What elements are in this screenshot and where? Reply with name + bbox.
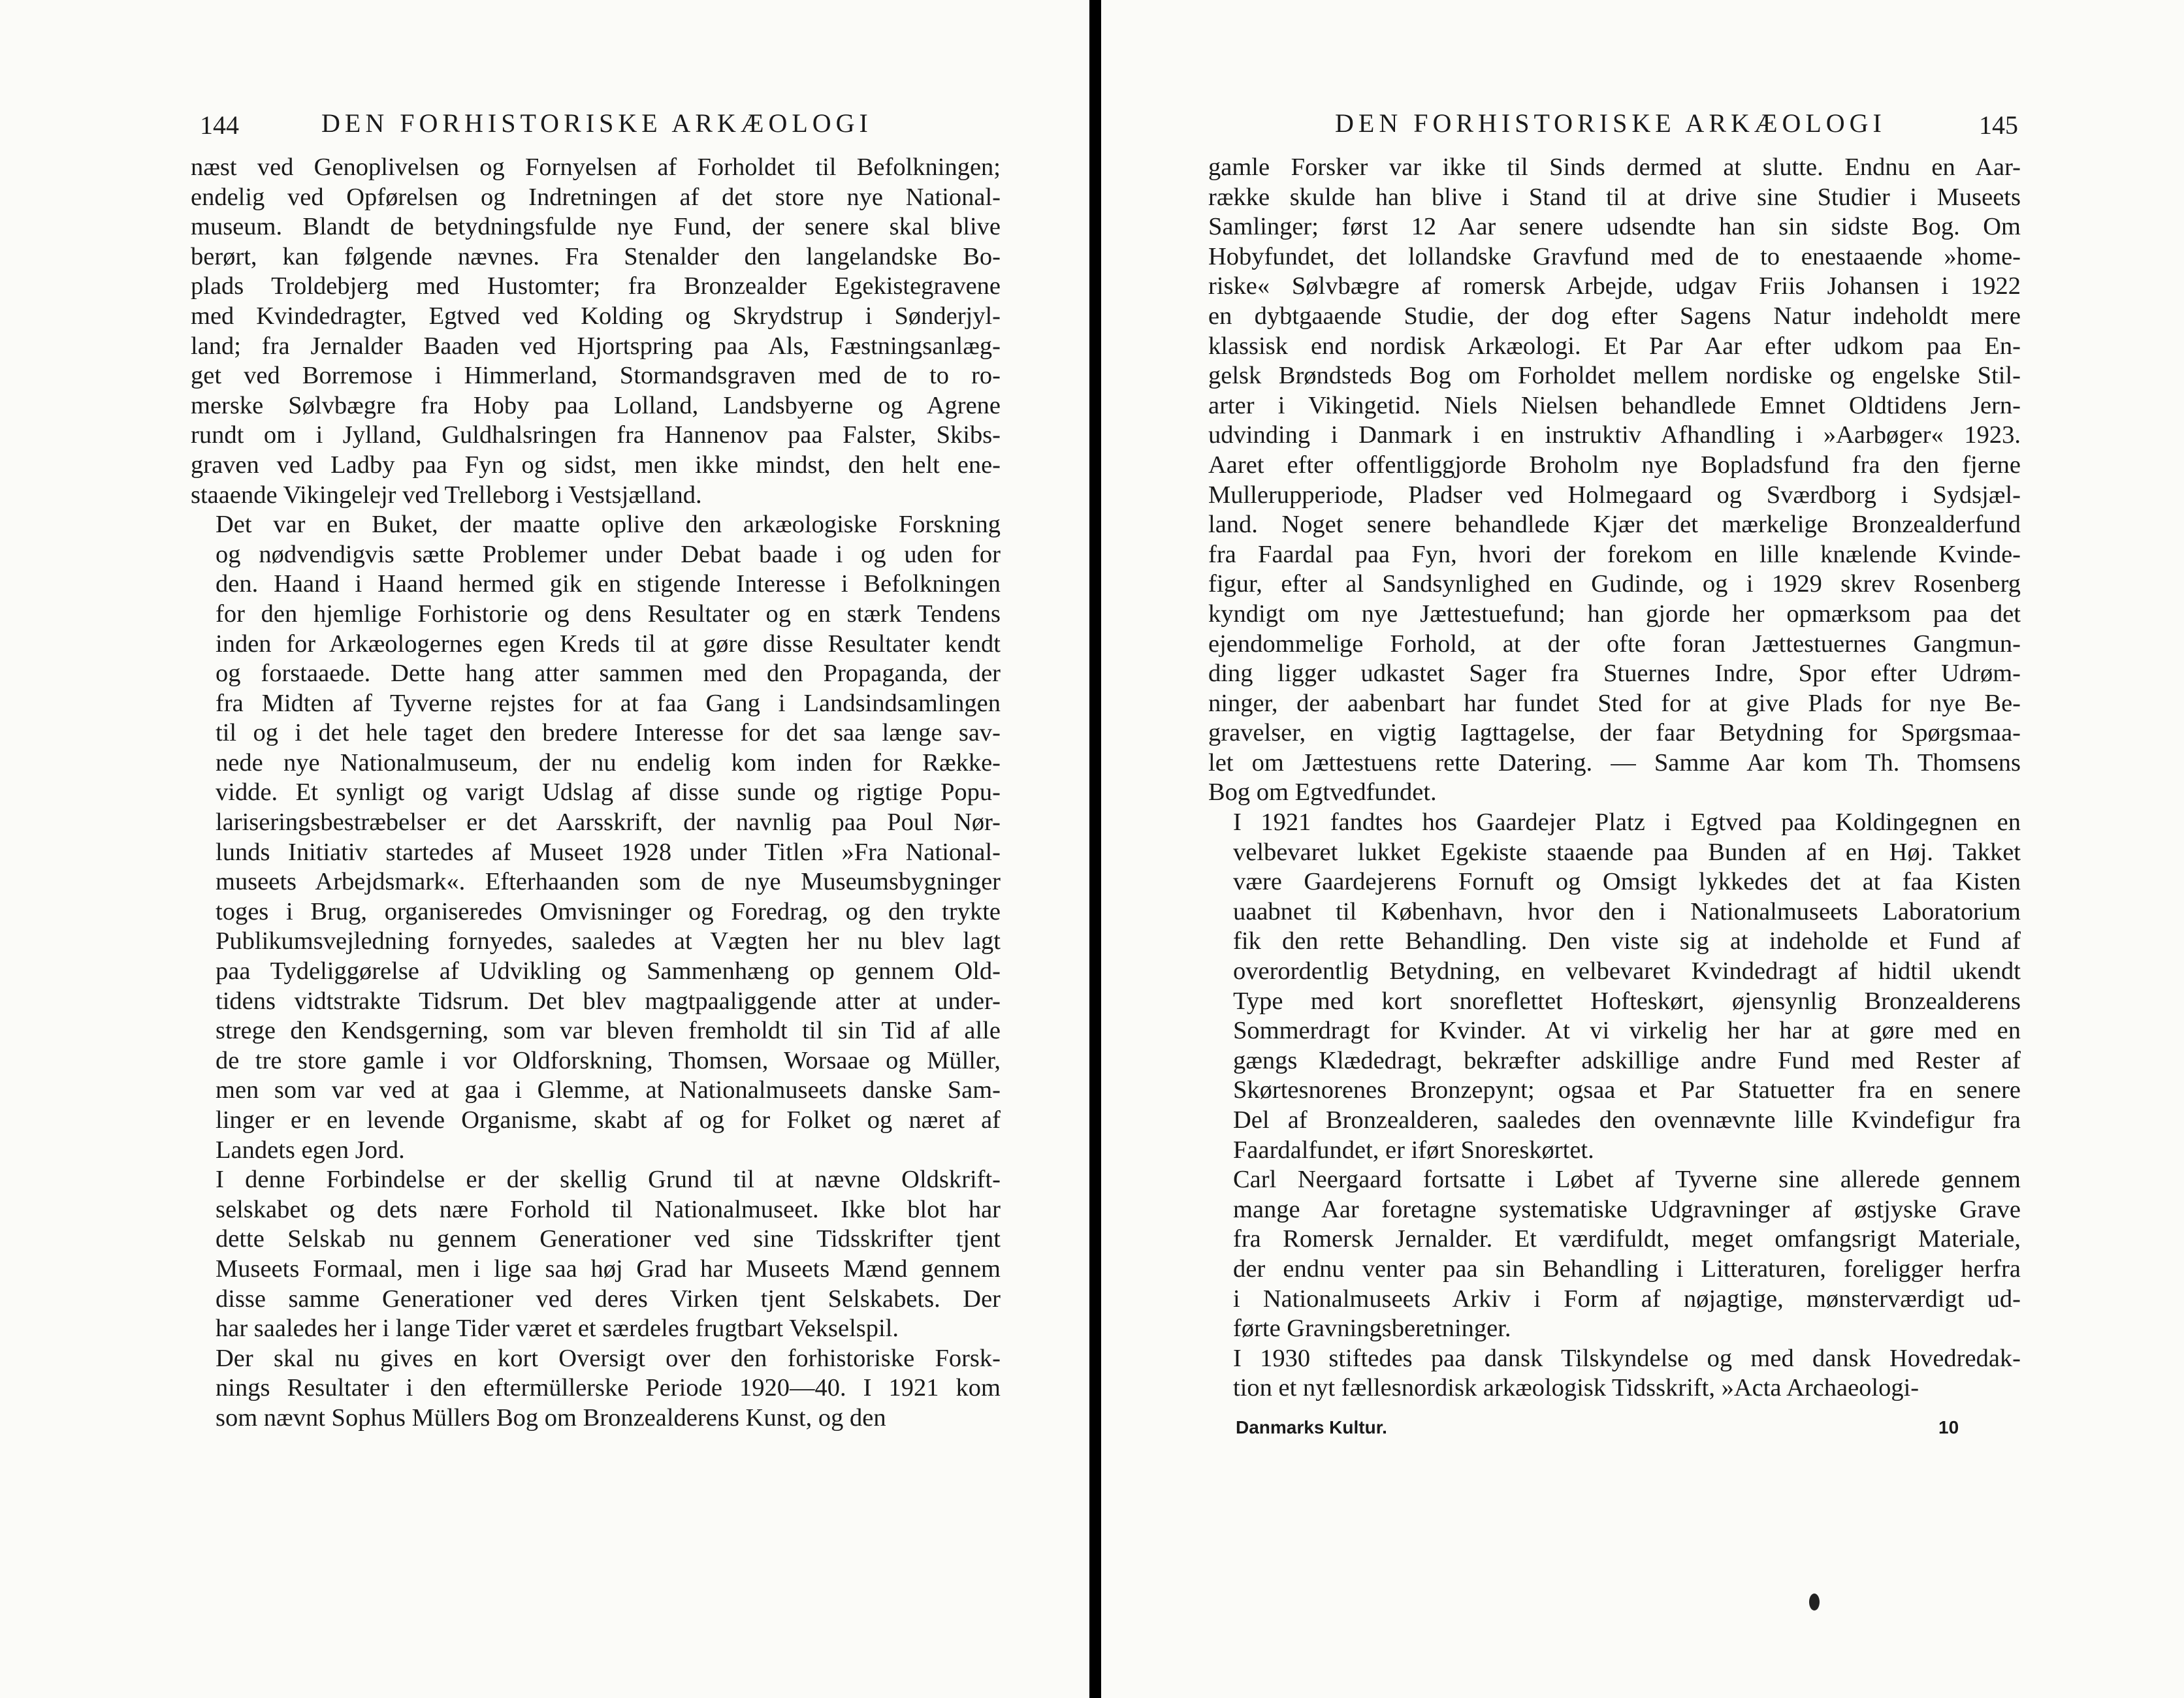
paragraph (191, 510, 1001, 1165)
text-line: plads Troldebjerg med Hustomter; fra Bronzealder Egekistegravene (191, 272, 1001, 300)
text-line: fik den rette Behandling. Den viste sig at indeholde et Fund af (1233, 927, 2021, 955)
text-line: merske Sølvbægre fra Hoby paa Lolland, Landsbyerne og Agrene (191, 391, 1001, 419)
text-line: strege den Kendsgerning, som var bleven fremholdt til sin Tid af alle (216, 1017, 1001, 1045)
text-line: paa Tydeliggørelse af Udvikling og Sammenhæng op gennem Old- (216, 957, 1001, 985)
signature-number: 10 (1938, 1417, 1959, 1437)
text-line: for den hjemlige Forhistorie og dens Resultater og en stærk Tendens (216, 600, 1001, 628)
text-line: figur, efter al Sandsynlighed en Gudinde, og i 1929 skrev Rosenberg (1208, 570, 2021, 598)
text-line: I 1930 stiftedes paa dansk Tilskyndelse og med dansk Hovedredak- (1233, 1344, 2021, 1372)
text-line: Det var en Buket, der maatte oplive den arkæologiske Forskning (216, 511, 1001, 539)
text-line: som nævnt Sophus Müllers Bog om Bronzealderens Kunst, og den (216, 1403, 886, 1432)
text-line: i Nationalmuseets Arkiv i Form af nøjagtige, mønsterværdigt ud- (1233, 1285, 2021, 1313)
text-line: tidens vidtstrakte Tidsrum. Det blev magtpaaliggende atter at under- (216, 987, 1001, 1015)
paragraph (191, 153, 1001, 510)
text-line: nings Resultater i den eftermüllerske Periode 1920—40. I 1921 kom (216, 1374, 1001, 1402)
text-line: med Kvindedragter, Egtved ved Kolding og Skrydstrup i Sønderjyl- (191, 302, 1001, 330)
text-line: museets Arbejdsmark«. Efterhaanden som de nye Museumsbygninger (216, 868, 1001, 896)
text-line: graven ved Ladby paa Fyn og sidst, men ikke mindst, den helt ene- (191, 451, 1001, 479)
text-line: linger er en levende Organisme, skabt af og for Folket og næret af (216, 1106, 1001, 1134)
text-line: har saaledes her i lange Tider været et særdeles frugtbart Vekselspil. (216, 1315, 899, 1343)
text-line: der endnu venter paa sin Behandling i Litteraturen, foreligger herfra (1233, 1255, 2021, 1283)
text-line: Der skal nu gives en kort Oversigt over den forhistoriske Forsk- (216, 1344, 1001, 1372)
text-line: Sommerdragt for Kvinder. At vi virkelig her har at gøre med en (1233, 1017, 2021, 1045)
text-line: let om Jættestuens rette Datering. — Samme Aar kom Th. Thomsens (1208, 748, 2021, 777)
left-page (0, 0, 1089, 1698)
paragraph (1208, 808, 2021, 1165)
text-line: Aaret efter offentliggjorde Broholm nye Bopladsfund fra den fjerne (1208, 451, 2021, 479)
paragraph (1208, 1344, 2021, 1403)
text-line: arter i Vikingetid. Niels Nielsen behandlede Emnet Oldtidens Jern- (1208, 391, 2021, 419)
text-line: ding ligger udkastet Sager fra Stuernes Indre, Spor efter Udrøm- (1208, 660, 2021, 688)
text-line: gelsk Brøndsteds Bog om Forholdet mellem nordiske og engelske Stil- (1208, 362, 2021, 390)
text-line: uaabnet til København, hvor den i Nationalmuseets Laboratorium (1233, 897, 2021, 925)
running-head: DEN FORHISTORISKE ARKÆOLOGI (321, 108, 873, 138)
text-line: og nødvendigvis sætte Problemer under Debat baade i og uden for (216, 540, 1001, 568)
text-line: kyndigt om nye Jættestuefund; han gjorde her opmærksom paa det (1208, 600, 2021, 628)
text-line: Type med kort snoreflettet Hofteskørt, øjensynlig Bronzealderens (1233, 987, 2021, 1015)
text-line: Mullerupperiode, Pladser ved Holmegaard og Sværdborg i Sydsjæl- (1208, 481, 2021, 509)
text-line: Del af Bronzealderen, saaledes den ovennævnte lille Kvindefigur fra (1233, 1106, 2021, 1134)
body-text (191, 153, 1001, 1434)
text-line: fra Romersk Jernalder. Et værdifuldt, meget omfangsrigt Materiale, (1233, 1225, 2021, 1253)
text-line: endelig ved Opførelsen og Indretningen af det store nye National- (191, 183, 1001, 211)
text-line: Skørtesnorenes Bronzepynt; ogsaa et Par Statuetter fra en senere (1233, 1076, 2021, 1104)
text-line: førte Gravningsberetninger. (1233, 1315, 1511, 1343)
text-line: fra Faardal paa Fyn, hvori der forekom en lille knælende Kvinde- (1208, 540, 2021, 568)
text-line: land. Noget senere behandlede Kjær det mærkelige Bronzealderfund (1208, 511, 2021, 539)
ink-blot (1809, 1594, 1820, 1610)
text-line: lariseringsbestræbelser er det Aarsskrift, der navnlig paa Poul Nør- (216, 809, 1001, 837)
page-number: 145 (1979, 110, 2018, 140)
text-line: museum. Blandt de betydningsfulde nye Fund, der senere skal blive (191, 213, 1001, 241)
text-line: være Gaardejerens Fornuft og Omsigt lykkedes det at faa Kisten (1233, 868, 2021, 896)
text-line: inden for Arkæologernes egen Kreds til at gøre disse Resultater kendt (216, 630, 1001, 658)
text-line: Faardalfundet, er iført Snoreskørtet. (1233, 1136, 1594, 1164)
text-line: Landets egen Jord. (216, 1136, 405, 1164)
text-line: berørt, kan følgende nævnes. Fra Stenalder den langelandske Bo- (191, 242, 1001, 270)
text-line: klassisk end nordisk Arkæologi. Et Par Aar efter udkom paa En- (1208, 332, 2021, 360)
text-line: disse samme Generationer ved deres Virken tjent Selskabets. Der (216, 1285, 1001, 1313)
text-line: en dybtgaaende Studie, der dog efter Sagens Natur indeholdt mere (1208, 302, 2021, 330)
running-head: DEN FORHISTORISKE ARKÆOLOGI (1335, 108, 1886, 138)
page-number: 144 (200, 110, 239, 140)
text-line: næst ved Genoplivelsen og Fornyelsen af Forholdet til Befolkningen; (191, 153, 1001, 181)
text-line: riske« Sølvbægre af romersk Arbejde, udgav Friis Johansen i 1922 (1208, 272, 2021, 300)
text-line: staaende Vikingelejr ved Trelleborg i Vestsjælland. (191, 481, 702, 509)
text-line: udvinding i Danmark i en instruktiv Afhandling i »Aarbøger« 1923. (1208, 421, 2021, 449)
text-line: Carl Neergaard fortsatte i Løbet af Tyverne sine allerede gennem (1233, 1166, 2021, 1194)
text-line: I denne Forbindelse er der skellig Grund til at nævne Oldskrift- (216, 1166, 1001, 1194)
text-line: de tre store gamle i vor Oldforskning, Thomsen, Worsaae og Müller, (216, 1046, 1001, 1074)
paragraph (191, 1344, 1001, 1434)
text-line: toges i Brug, organiseredes Omvisninger og Foredrag, og den trykte (216, 897, 1001, 925)
text-line: ninger, der aabenbart har fundet Sted for at give Plads for nye Be- (1208, 689, 2021, 717)
text-line: til og i det hele taget den bredere Interesse for det saa længe sav- (216, 719, 1001, 747)
text-line: Samlinger; først 12 Aar senere udsendte han sin sidste Bog. Om (1208, 213, 2021, 241)
text-line: Museets Formaal, men i lige saa høj Grad har Museets Mænd gennem (216, 1255, 1001, 1283)
text-line: vidde. Et synligt og varigt Udslag af disse sunde og rigtige Popu- (216, 778, 1001, 807)
text-line: Publikumsvejledning fornyedes, saaledes at Vægten her nu blev lagt (216, 927, 1001, 955)
text-line: Hobyfundet, det lollandske Gravfund med de to enestaaende »home- (1208, 242, 2021, 270)
text-line: tion et nyt fællesnordisk arkæologisk Tidsskrift, »Acta Archaeologi- (1233, 1374, 1919, 1402)
paragraph (1208, 153, 2021, 808)
text-line: nede nye Nationalmuseum, der nu endelig kom inden for Række- (216, 748, 1001, 777)
paragraph (191, 1165, 1001, 1344)
text-line: lunds Initiativ startedes af Museet 1928 under Titlen »Fra National- (216, 838, 1001, 866)
text-line: mange Aar foretagne systematiske Udgravninger af østjyske Grave (1233, 1195, 2021, 1223)
text-line: fra Midten af Tyverne rejstes for at faa Gang i Landsindsamlingen (216, 689, 1001, 717)
text-line: I 1921 fandtes hos Gaardejer Platz i Egtved paa Koldingegnen en (1233, 809, 2021, 837)
text-line: get ved Borremose i Himmerland, Stormandsgraven med de to ro- (191, 362, 1001, 390)
text-line: ejendommelige Forhold, at der ofte foran Jættestuernes Gangmun- (1208, 630, 2021, 658)
text-line: gravelser, en vigtig Iagttagelse, der faar Betydning for Spørgsmaa- (1208, 719, 2021, 747)
text-line: rundt om i Jylland, Guldhalsringen fra Hannenov paa Falster, Skibs- (191, 421, 1001, 449)
text-line: den. Haand i Haand hermed gik en stigende Interesse i Befolkningen (216, 570, 1001, 598)
text-line: og forstaaede. Dette hang atter sammen med den Propaganda, der (216, 660, 1001, 688)
text-line: velbevaret lukket Egekiste staaende paa Bunden af en Høj. Takket (1233, 838, 2021, 866)
right-page (1101, 0, 2184, 1698)
paragraph (1208, 1165, 2021, 1344)
text-line: selskabet og dets nære Forhold til Nationalmuseet. Ikke blot har (216, 1195, 1001, 1223)
signature-mark: Danmarks Kultur. (1236, 1417, 1387, 1437)
text-line: land; fra Jernalder Baaden ved Hjortspring paa Als, Fæstningsanlæg- (191, 332, 1001, 360)
text-line: overordentlig Betydning, en velbevaret Kvindedragt af hidtil ukendt (1233, 957, 2021, 985)
text-line: gængs Klædedragt, bekræfter adskillige andre Fund med Rester af (1233, 1046, 2021, 1074)
text-line: række skulde han blive i Stand til at drive sine Studier i Museets (1208, 183, 2021, 211)
text-line: gamle Forsker var ikke til Sinds dermed at slutte. Endnu en Aar- (1208, 153, 2021, 181)
text-line: dette Selskab nu gennem Generationer ved sine Tidsskrifter tjent (216, 1225, 1001, 1253)
text-line: men som var ved at gaa i Glemme, at Nationalmuseets danske Sam- (216, 1076, 1001, 1104)
text-line: Bog om Egtvedfundet. (1208, 778, 1437, 807)
body-text (1208, 153, 2021, 1403)
